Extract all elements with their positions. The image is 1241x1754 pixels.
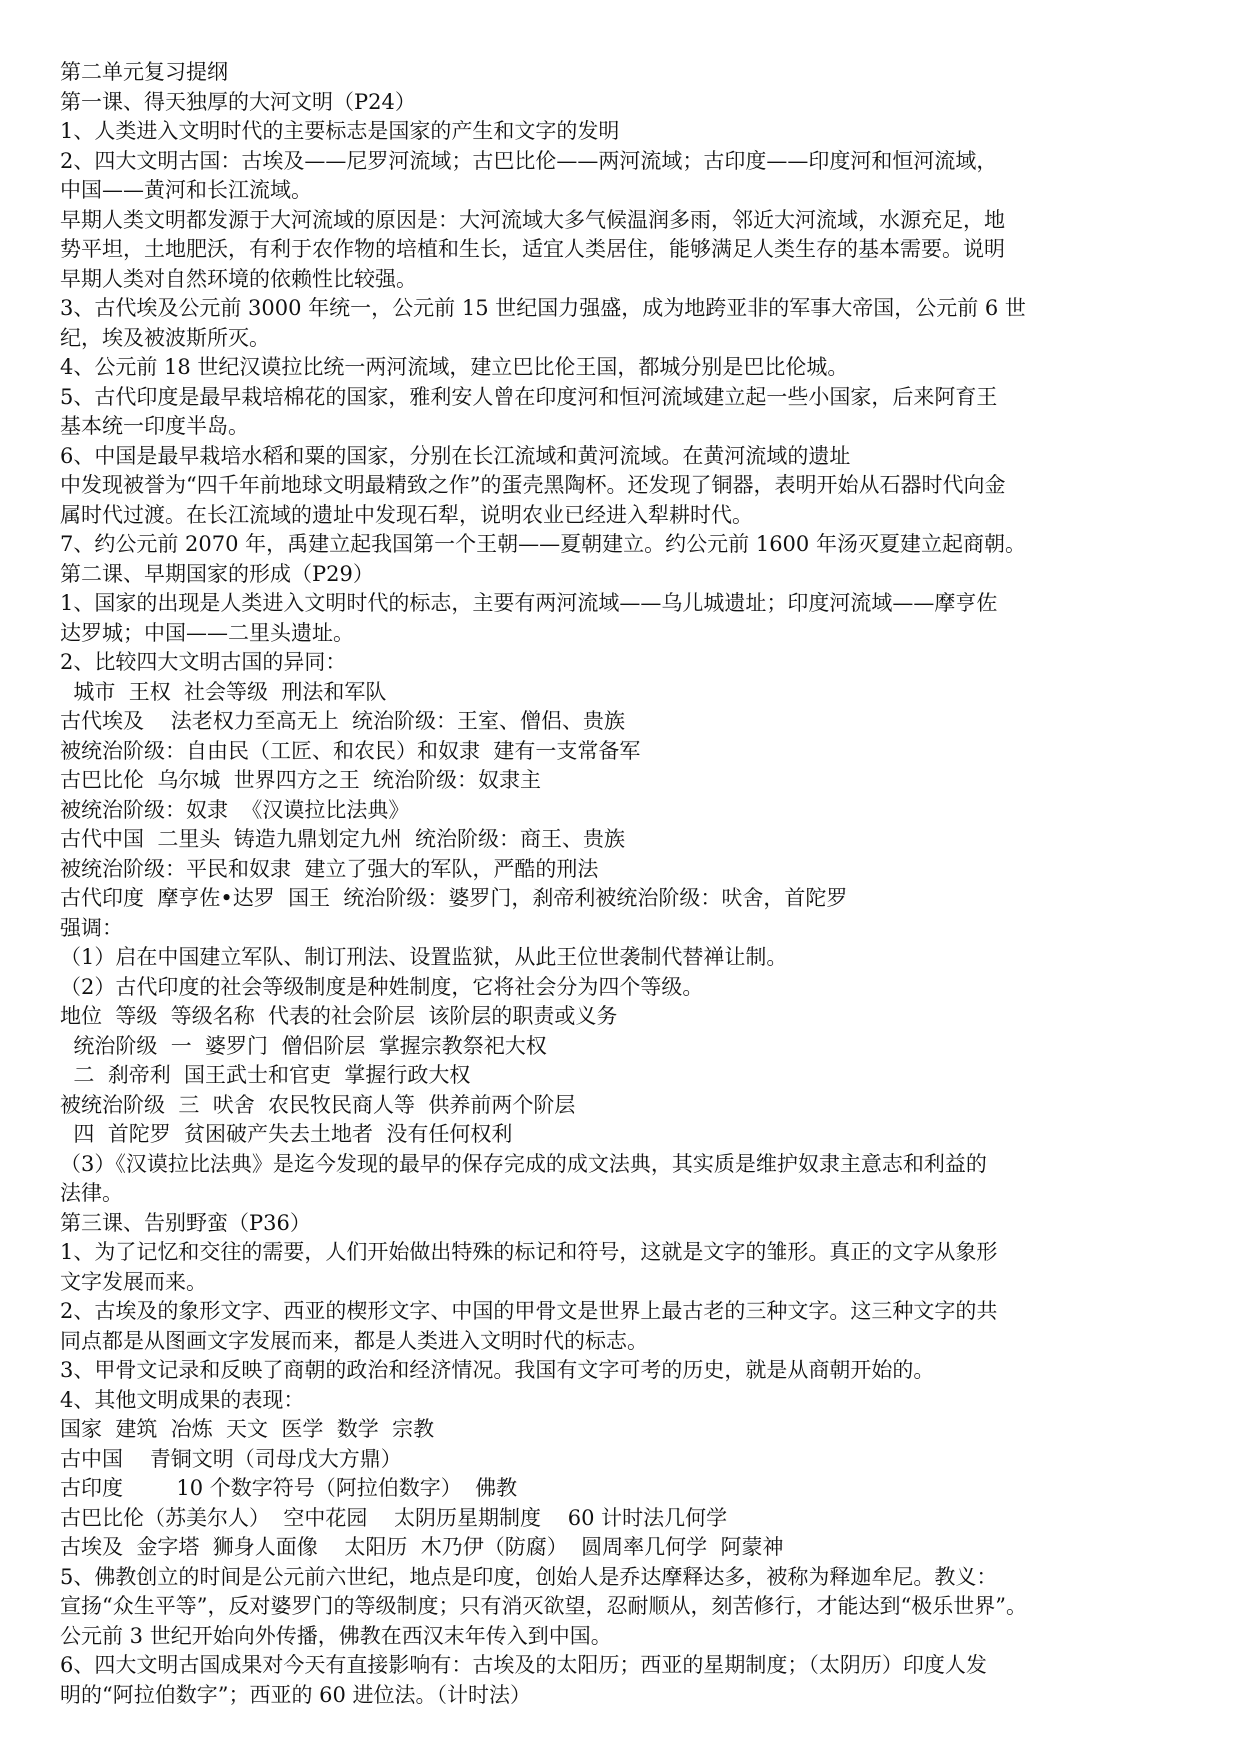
text-line: 统治阶级 一 婆罗门 僧侣阶层 掌握宗教祭祀大权	[60, 1033, 547, 1058]
text-line: 3、甲骨文记录和反映了商朝的政治和经济情况。我国有文字可考的历史，就是从商朝开始的。	[60, 1358, 935, 1382]
text-line: 被统治阶级：平民和奴隶 建立了强大的军队，严酷的刑法	[60, 856, 599, 881]
text-line: 古中国 青铜文明（司母戊大方鼎）	[60, 1446, 402, 1471]
text-line: 二 刹帝利 国王武士和官吏 掌握行政大权	[60, 1063, 471, 1087]
text-line: 早期人类对自然环境的依赖性比较强。	[60, 266, 417, 291]
text-line: 6、四大文明古国成果对今天有直接影响有：古埃及的太阳历；西亚的星期制度；（太阴历）印度人发	[60, 1653, 987, 1677]
text-line: 第一课、得天独厚的大河文明（P24）	[60, 89, 416, 114]
text-line: 古代埃及 法老权力至高无上 统治阶级：王室、僧侣、贵族	[60, 709, 626, 733]
text-line: 古巴比伦 乌尔城 世界四方之王 统治阶级：奴隶主	[60, 768, 542, 792]
text-line: 1、人类进入文明时代的主要标志是国家的产生和文字的发明	[60, 119, 620, 143]
text-line: 4、其他文明成果的表现：	[60, 1387, 305, 1412]
text-line: 2、四大文明古国：古埃及——尼罗河流域；古巴比伦——两河流域；古印度——印度河和恒河流域，	[60, 148, 998, 173]
text-line: 2、古埃及的象形文字、西亚的楔形文字、中国的甲骨文是世界上最古老的三种文字。这三种文字的共	[60, 1299, 998, 1323]
text-line: 文字发展而来。	[60, 1269, 207, 1294]
text-line: （2）古代印度的社会等级制度是种姓制度，它将社会分为四个等级。	[60, 974, 704, 999]
text-line: 被统治阶级 三 吠舍 农民牧民商人等 供养前两个阶层	[60, 1092, 576, 1117]
text-line: 第二课、早期国家的形成（P29）	[60, 561, 374, 586]
text-line: 势平坦，土地肥沃，有利于农作物的培植和生长，适宜人类居住，能够满足人类生存的基本需要。说明	[60, 237, 1005, 261]
text-line: 城市 王权 社会等级 刑法和军队	[60, 679, 387, 704]
text-line: 中发现被誉为“四千年前地球文明最精致之作”的蛋壳黑陶杯。还发现了铜器，表明开始从石器时代向金	[60, 473, 1006, 497]
text-line: 1、为了记忆和交往的需要，人们开始做出特殊的标记和符号，这就是文字的雏形。真正的文字从象形	[60, 1240, 998, 1264]
text-line: 宣扬“众生平等”，反对婆罗门的等级制度；只有消灭欲望，忍耐顺从，刻苦修行，才能达到“极乐世界”。	[60, 1594, 1027, 1618]
document-page	[60, 58, 1200, 1710]
text-line: 公元前 3 世纪开始向外传播，佛教在西汉末年传入到中国。	[60, 1623, 612, 1648]
text-line: 法律。	[60, 1181, 123, 1205]
text-line: 四 首陀罗 贫困破产失去土地者 没有任何权利	[60, 1122, 513, 1146]
text-line: 3、古代埃及公元前 3000 年统一，公元前 15 世纪国力强盛，成为地跨亚非的军事大帝国，公元前 6 世	[60, 296, 1026, 320]
text-line: 基本统一印度半岛。	[60, 414, 249, 438]
text-line: 第二单元复习提纲	[60, 60, 228, 84]
text-line: 中国——黄河和长江流域。	[60, 178, 312, 202]
text-line: 古印度 10 个数字符号（阿拉伯数字） 佛教	[60, 1476, 518, 1500]
text-line: 7、约公元前 2070 年，禹建立起我国第一个王朝——夏朝建立。约公元前 1600 年汤灭夏建立起商朝。	[60, 532, 1026, 556]
text-line: 国家 建筑 冶炼 天文 医学 数学 宗教	[60, 1417, 435, 1441]
text-line: （1）启在中国建立军队、制订刑法、设置监狱，从此王位世袭制代替禅让制。	[60, 945, 788, 969]
text-line: 6、中国是最早栽培水稻和粟的国家，分别在长江流域和黄河流域。在黄河流域的遗址	[60, 443, 851, 468]
text-line: 被统治阶级：奴隶 《汉谟拉比法典》	[60, 797, 410, 822]
text-line: 地位 等级 等级名称 代表的社会阶层 该阶层的职责或义务	[60, 1004, 618, 1028]
text-line: 被统治阶级：自由民（工匠、和农民）和奴隶 建有一支常备军	[60, 738, 641, 763]
text-line: 明的“阿拉伯数字”；西亚的 60 进位法。（计时法）	[60, 1682, 532, 1707]
text-line: 5、古代印度是最早栽培棉花的国家，雅利安人曾在印度河和恒河流域建立起一些小国家，后来阿育王	[60, 384, 998, 409]
text-line: 1、国家的出现是人类进入文明时代的标志，主要有两河流域——乌儿城遗址；印度河流域——摩亨佐	[60, 591, 998, 615]
text-line: 属时代过渡。在长江流域的遗址中发现石犁，说明农业已经进入犁耕时代。	[60, 502, 753, 527]
text-line: 古代中国 二里头 铸造九鼎划定九州 统治阶级：商王、贵族	[60, 827, 626, 851]
text-line: （3）《汉谟拉比法典》是迄今发现的最早的保存完成的成文法典，其实质是维护奴隶主意志和利益的	[60, 1151, 987, 1176]
text-line: 同点都是从图画文字发展而来，都是人类进入文明时代的标志。	[60, 1328, 648, 1353]
text-line: 早期人类文明都发源于大河流域的原因是：大河流域大多气候温润多雨，邻近大河流域，水源充足，地	[60, 207, 1005, 232]
text-line: 第三课、告别野蛮（P36）	[60, 1210, 311, 1235]
text-line: 古巴比伦（苏美尔人） 空中花园 太阴历星期制度 60 计时法几何学	[60, 1505, 728, 1530]
text-line: 5、佛教创立的时间是公元前六世纪，地点是印度，创始人是乔达摩释达多，被称为释迦牟尼。教义：	[60, 1564, 998, 1589]
text-line: 纪，埃及被波斯所灭。	[60, 325, 270, 350]
text-line: 达罗城；中国——二里头遗址。	[60, 620, 354, 645]
text-line: 4、公元前 18 世纪汉谟拉比统一两河流域，建立巴比伦王国，都城分别是巴比伦城。	[60, 355, 849, 379]
text-line: 2、比较四大文明古国的异同：	[60, 650, 347, 674]
text-line: 古埃及 金字塔 狮身人面像 太阳历 木乃伊（防腐） 圆周率几何学 阿蒙神	[60, 1535, 784, 1559]
text-line: 强调：	[60, 915, 123, 940]
text-line: 古代印度 摩亨佐•达罗 国王 统治阶级：婆罗门，刹帝利被统治阶级：吠舍，首陀罗	[60, 886, 848, 910]
